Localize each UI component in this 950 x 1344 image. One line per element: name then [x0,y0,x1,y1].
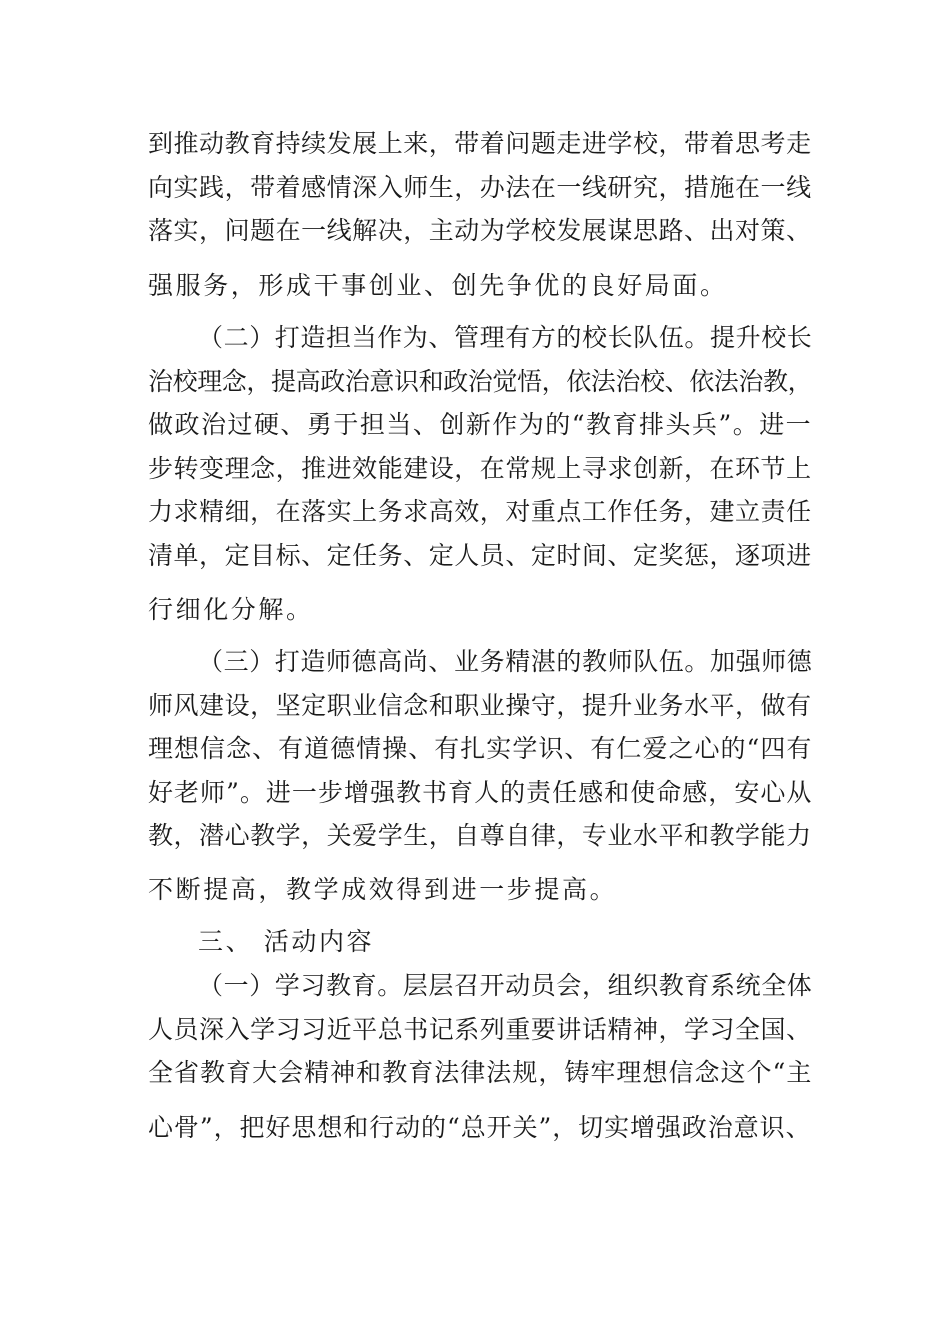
paragraph-4-line-1: （一）学习教育。层层召开动员会，组织教育系统全体 [198,971,813,1000]
paragraph-1-line-3: 落实，问题在一线解决，主动为学校发展谋思路、出对策、 [148,216,812,245]
paragraph-3-line-4: 好老师”。进一步增强教书育人的责任感和使命感，安心从 [148,778,813,807]
paragraph-3-line-1: （三）打造师德高尚、业务精湛的教师队伍。加强师德 [198,647,813,676]
paragraph-4-line-3: 全省教育大会精神和教育法律法规，铸牢理想信念这个“主 [148,1058,813,1087]
paragraph-2-line-5: 力求精细，在落实上务求高效，对重点工作任务，建立责任 [148,497,812,526]
paragraph-3-line-5: 教，潜心教学，关爱学生，自尊自律，专业水平和教学能力 [148,821,812,850]
section-heading: 三、 活动内容 [198,927,375,956]
paragraph-2-line-2: 治校理念，提高政治意识和政治觉悟，依法治校、依法治教， [148,367,813,396]
paragraph-1-line-2: 向实践，带着感情深入师生，办法在一线研究，措施在一线 [148,173,812,202]
paragraph-2-line-6: 清单，定目标、定任务、定人员、定时间、定奖惩，逐项进 [148,541,812,570]
paragraph-1-line-4: 强服务，形成干事创业、创先争优的良好局面。 [148,271,728,300]
paragraph-4-line-2: 人员深入学习习近平总书记系列重要讲话精神，学习全国、 [148,1015,812,1044]
paragraph-2-line-4: 步转变理念，推进效能建设，在常规上寻求创新，在环节上 [148,454,812,483]
paragraph-2-line-1: （二）打造担当作为、管理有方的校长队伍。提升校长 [198,323,813,352]
paragraph-1-line-1: 到推动教育持续发展上来，带着问题走进学校，带着思考走 [148,129,812,158]
paragraph-4-line-4: 心骨”，把好思想和行动的“总开关”，切实增强政治意识、 [148,1113,812,1142]
paragraph-3-line-2: 师风建设，坚定职业信念和职业操守，提升业务水平，做有 [148,691,812,720]
paragraph-3-line-3: 理想信念、有道德情操、有扎实学识、有仁爱之心的“四有 [148,734,813,763]
paragraph-2-line-7: 行细化分解。 [148,595,314,624]
paragraph-2-line-3: 做政治过硬、勇于担当、创新作为的“教育排头兵”。进一 [148,410,813,439]
paragraph-3-line-6: 不断提高，教学成效得到进一步提高。 [148,875,618,904]
